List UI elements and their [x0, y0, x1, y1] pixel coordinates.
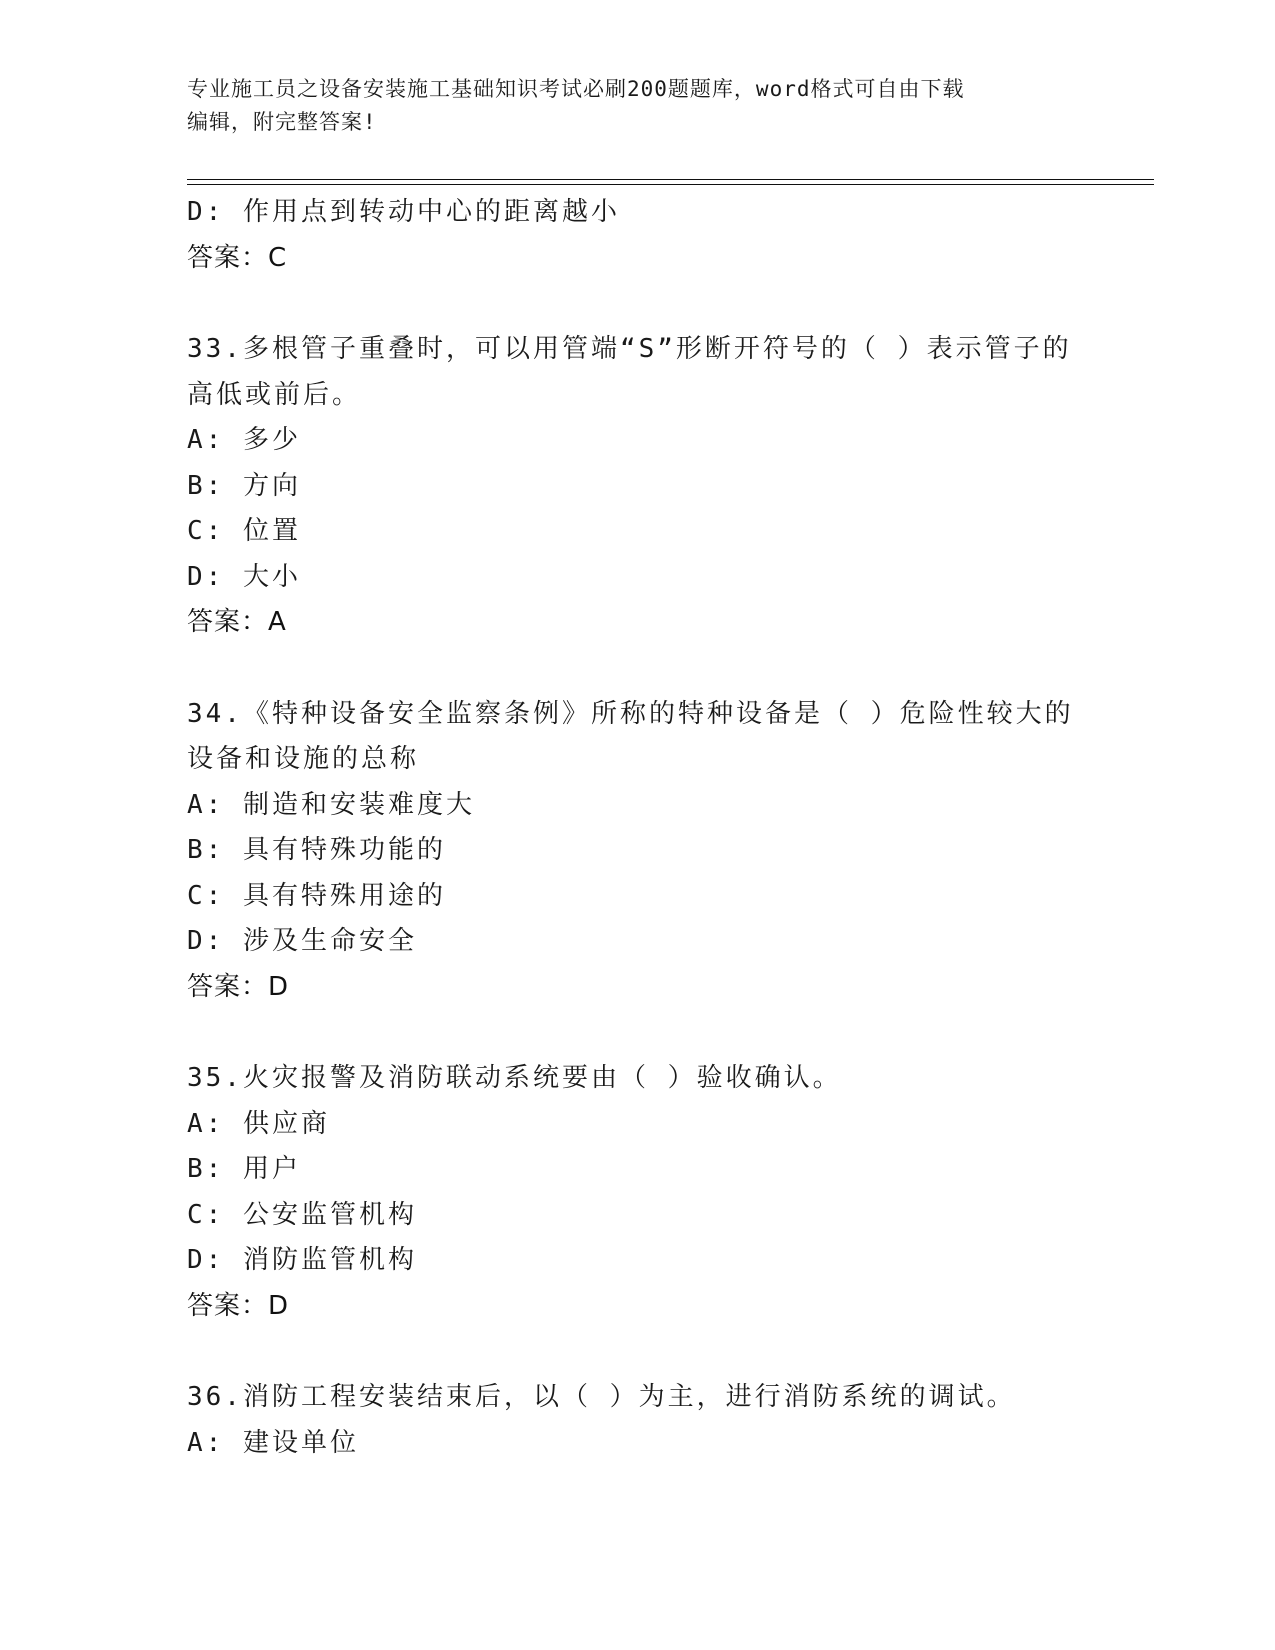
question-stem: 36.消防工程安装结束后，以（ ）为主，进行消防系统的调试。 [187, 1382, 1016, 1412]
answer-label: 答案：C [187, 242, 288, 273]
header-line-2: 编辑，附完整答案! [187, 110, 377, 134]
question-34 [187, 692, 1087, 1011]
question-carryover [187, 190, 1087, 281]
option-c: C: 公安监管机构 [187, 1199, 417, 1230]
header-divider-bottom [187, 184, 1154, 185]
header-line-1: 专业施工员之设备安装施工基础知识考试必刷200题题库，word格式可自由下载 [187, 77, 965, 101]
answer-label: 答案：D [187, 971, 290, 1002]
question-list [187, 190, 1087, 1466]
option-b: B: 方向 [187, 470, 301, 501]
question-33 [187, 327, 1087, 646]
header-divider-top [187, 179, 1154, 180]
answer-label: 答案：D [187, 1290, 290, 1321]
option-c: C: 位置 [187, 516, 301, 546]
option-a: A: 建设单位 [187, 1427, 359, 1458]
page-header [187, 73, 1087, 139]
option-a: A: 多少 [187, 425, 301, 455]
question-stem: 33.多根管子重叠时，可以用管端“S”形断开符号的（ ）表示管子的 [187, 334, 1072, 364]
option-d: D: 涉及生命安全 [187, 926, 417, 956]
option-a: A: 制造和安装难度大 [187, 789, 475, 820]
question-36 [187, 1375, 1087, 1466]
question-stem: 35.火灾报警及消防联动系统要由（ ）验收确认。 [187, 1063, 842, 1093]
option-b: B: 具有特殊功能的 [187, 835, 446, 865]
option-d: D: 消防监管机构 [187, 1245, 417, 1275]
option-d: D: 作用点到转动中心的距离越小 [187, 197, 620, 227]
question-stem-cont: 高低或前后。 [187, 379, 362, 410]
answer-label: 答案：A [187, 607, 287, 637]
question-stem-cont: 设备和设施的总称 [187, 744, 420, 774]
option-b: B: 用户 [187, 1154, 301, 1184]
option-a: A: 供应商 [187, 1108, 330, 1139]
option-c: C: 具有特殊用途的 [187, 880, 446, 911]
question-35 [187, 1056, 1087, 1329]
option-d: D: 大小 [187, 561, 301, 592]
question-stem: 34.《特种设备安全监察条例》所称的特种设备是（ ）危险性较大的 [187, 698, 1074, 729]
